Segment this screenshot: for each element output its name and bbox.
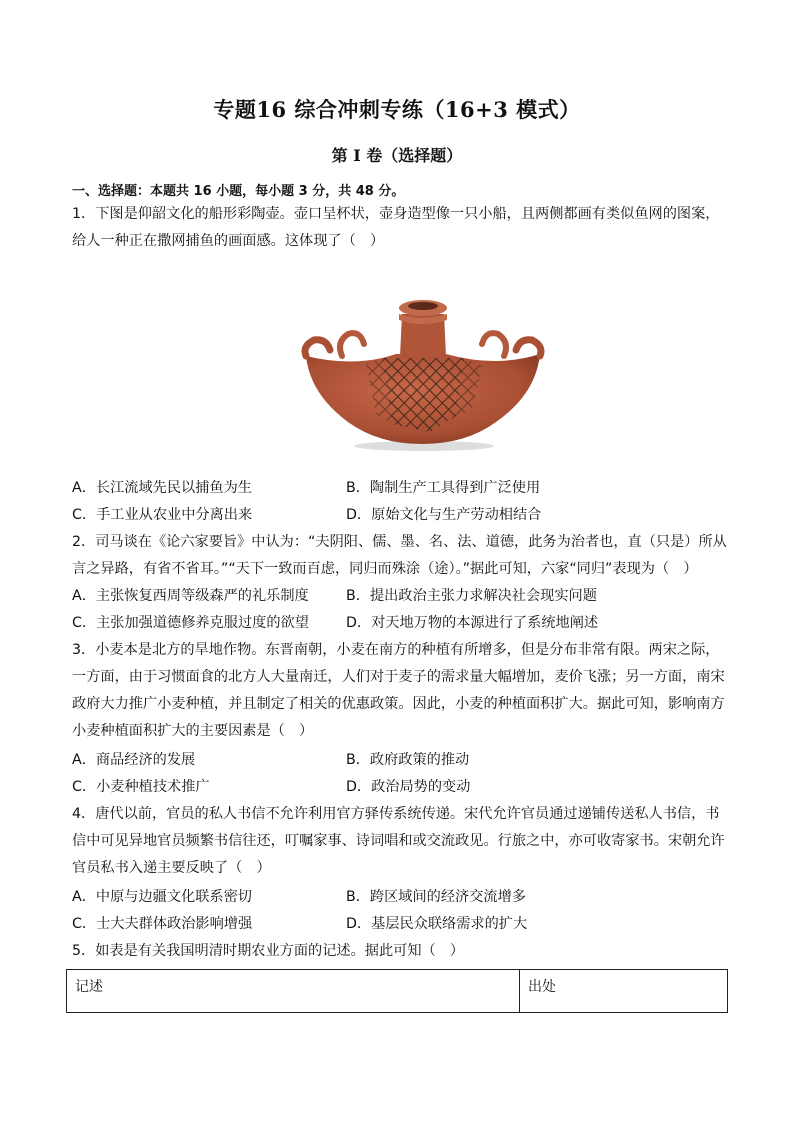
- question-5-stem: 5．如表是有关我国明清时期农业方面的记述。据此可知（ ）: [72, 943, 465, 959]
- question-3-stem-line-4: 小麦种植面积扩大的主要因素是（ ）: [72, 723, 314, 739]
- question-4-stem-line-3: 官员私书入递主要反映了（ ）: [72, 860, 271, 876]
- question-2-option-c: C．主张加强道德修养克服过度的欲望: [72, 615, 309, 631]
- question-3-option-a: A．商品经济的发展: [72, 752, 196, 768]
- question-2-stem-line-1: 2．司马谈在《论六家要旨》中认为：“夫阴阳、儒、墨、名、法、道德，此务为治者也，直（只是）所从: [72, 534, 727, 550]
- question-4-option-b: B．跨区域间的经济交流增多: [346, 889, 526, 905]
- question-4-stem-line-2: 信中可见异地官员频繁书信往还，叮嘱家事、诗词唱和或交流政见。行旅之中，亦可收寄家书。宋朝允许: [72, 833, 725, 849]
- question-4-option-a: A．中原与边疆文化联系密切: [72, 889, 252, 905]
- question-1-option-a: A．长江流域先民以捕鱼为生: [72, 480, 252, 496]
- question-2-option-d: D．对天地万物的本源进行了系统地阐述: [346, 615, 599, 631]
- boat-shaped-pottery-pot-icon: [296, 294, 548, 452]
- question-1-stem-line-1: 1．下图是仰韶文化的船形彩陶壶。壶口呈杯状，壶身造型像一只小船，且两侧都画有类似鱼网的图案，: [72, 206, 720, 222]
- question-3-option-c: C．小麦种植技术推广: [72, 779, 210, 795]
- question-2-option-b: B．提出政治主张力求解决社会现实问题: [346, 588, 597, 604]
- question-5-table: [66, 969, 728, 1013]
- question-2-option-a: A．主张恢复西周等级森严的礼乐制度: [72, 588, 309, 604]
- table-header-record: 记述: [67, 970, 520, 1013]
- question-1-option-c: C．手工业从农业中分离出来: [72, 507, 253, 523]
- question-4-option-d: D．基层民众联络需求的扩大: [346, 916, 528, 932]
- question-4-option-c: C．士大夫群体政治影响增强: [72, 916, 253, 932]
- question-1-option-b: B．陶制生产工具得到广泛使用: [346, 480, 541, 496]
- pottery-image: [296, 294, 548, 452]
- table-header-row: [67, 970, 728, 1013]
- question-4-stem-line-1: 4．唐代以前，官员的私人书信不允许利用官方驿传系统传递。宋代允许官员通过递铺传送私人书信，书: [72, 806, 720, 822]
- section-heading: 一、选择题：本题共 16 小题，每小题 3 分，共 48 分。: [72, 184, 405, 199]
- question-3-option-d: D．政治局势的变动: [346, 779, 471, 795]
- question-1-stem-line-2: 给人一种正在撒网捕鱼的画面感。这体现了（ ）: [72, 233, 385, 249]
- page-title: 专题16 综合冲刺专练（16+3 模式）: [213, 97, 581, 122]
- question-1-option-d: D．原始文化与生产劳动相结合: [346, 507, 542, 523]
- table-header-source: 出处: [520, 970, 728, 1013]
- question-3-stem-line-2: 一方面，由于习惯面食的北方人大量南迁，人们对于麦子的需求量大幅增加，麦价飞涨；另一方面，南宋: [72, 669, 725, 685]
- volume-heading: 第 I 卷（选择题）: [331, 146, 463, 165]
- question-2-stem-line-2: 言之异路，有省不省耳。”“天下一致而百虑，同归而殊涂（途）。”据此可知，六家“同归”表现为（ ）: [72, 561, 698, 577]
- question-3-stem-line-3: 政府大力推广小麦种植，并且制定了相关的优惠政策。因此，小麦的种植面积扩大。据此可知，影响南方: [72, 696, 725, 712]
- question-3-stem-line-1: 3．小麦本是北方的旱地作物。东晋南朝，小麦在南方的种植有所增多，但是分布非常有限。两宋之际，: [72, 642, 720, 658]
- question-3-option-b: B．政府政策的推动: [346, 752, 470, 768]
